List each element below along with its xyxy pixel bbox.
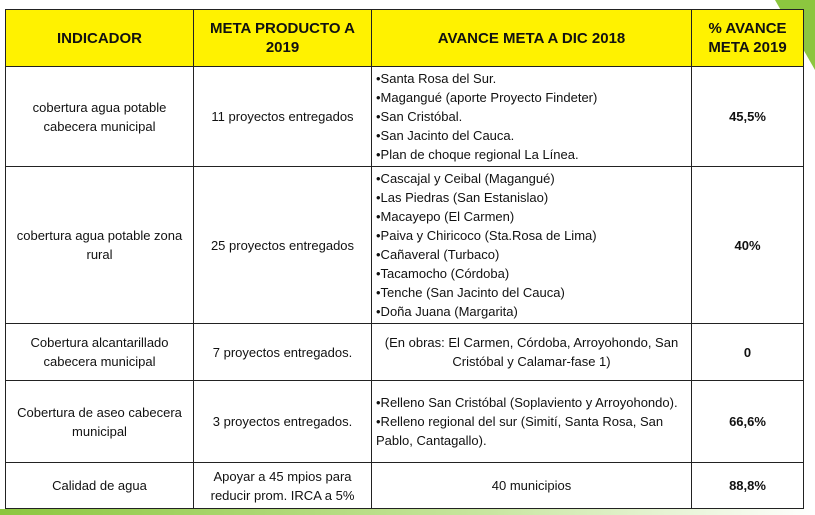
avance-item: •Tenche (San Jacinto del Cauca) [376,285,565,300]
table-row [6,463,804,509]
cell-meta: 25 proyectos entregados [194,167,372,324]
avance-item: •Doña Juana (Margarita) [376,304,518,319]
avance-item: •San Cristóbal. [376,109,463,124]
header-avance: AVANCE META A DIC 2018 [372,10,692,67]
avance-item: •Relleno San Cristóbal (Soplaviento y Arroyohondo). [376,395,678,410]
table-row [6,67,804,167]
avance-item: •Las Piedras (San Estanislao) [376,190,549,205]
cell-pct: 0 [692,324,804,381]
avance-item: •Santa Rosa del Sur. [376,71,497,86]
cell-pct: 45,5% [692,67,804,167]
table-row [6,381,804,463]
avance-item: •Relleno regional del sur (Simití, Santa Rosa, San Pablo, Cantagallo). [376,414,664,448]
cell-avance [372,67,692,167]
cell-indicador: cobertura agua potable zona rural [6,167,194,324]
avance-item: •Tacamocho (Córdoba) [376,266,510,281]
cell-meta: 7 proyectos entregados. [194,324,372,381]
cell-indicador: cobertura agua potable cabecera municipal [6,67,194,167]
cell-pct: 66,6% [692,381,804,463]
cell-indicador: Cobertura alcantarillado cabecera municipal [6,324,194,381]
header-indicador: INDICADOR [6,10,194,67]
cell-meta: 11 proyectos entregados [194,67,372,167]
avance-item: •Paiva y Chiricoco (Sta.Rosa de Lima) [376,228,597,243]
cell-pct: 40% [692,167,804,324]
cell-avance: 40 municipios [372,463,692,509]
cell-indicador: Calidad de agua [6,463,194,509]
avance-item: •Macayepo (El Carmen) [376,209,515,224]
cell-avance: (En obras: El Carmen, Córdoba, Arroyohondo, San Cristóbal y Calamar-fase 1) [372,324,692,381]
table-row [6,324,804,381]
avance-item: •San Jacinto del Cauca. [376,128,515,143]
header-meta: META PRODUCTO A 2019 [194,10,372,67]
cell-meta: 3 proyectos entregados. [194,381,372,463]
avance-item: •Plan de choque regional La Línea. [376,147,579,162]
cell-meta: Apoyar a 45 mpios para reducir prom. IRCA a 5% [194,463,372,509]
cell-pct: 88,8% [692,463,804,509]
table-header-row [6,10,804,67]
header-pct: % AVANCE META 2019 [692,10,804,67]
avance-item: •Magangué (aporte Proyecto Findeter) [376,90,598,105]
decorative-green-bar [0,509,815,515]
avance-item: •Cañaveral (Turbaco) [376,247,500,262]
cell-avance [372,381,692,463]
table-row [6,167,804,324]
cell-avance [372,167,692,324]
cell-indicador: Cobertura de aseo cabecera municipal [6,381,194,463]
avance-item: •Cascajal y Ceibal (Magangué) [376,171,555,186]
indicator-table [5,9,804,509]
